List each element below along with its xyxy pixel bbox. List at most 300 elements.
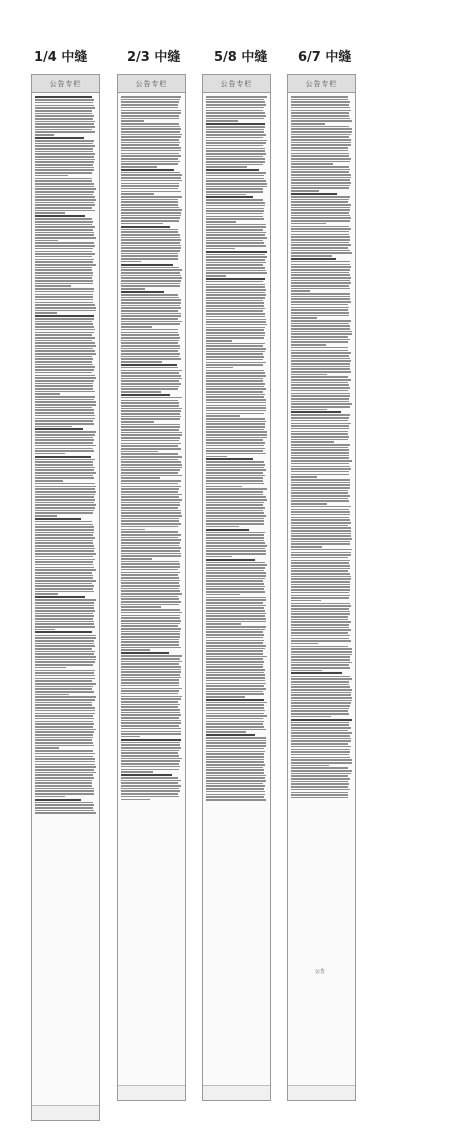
text-line	[291, 212, 349, 214]
text-line	[35, 353, 96, 355]
text-line	[35, 688, 92, 690]
text-line	[206, 367, 233, 369]
text-line	[121, 421, 154, 423]
text-line	[121, 123, 179, 125]
text-line	[291, 554, 351, 556]
text-line	[206, 205, 265, 207]
text-line	[291, 514, 350, 516]
text-line	[35, 602, 94, 604]
text-line	[206, 548, 265, 550]
text-line	[121, 107, 178, 109]
text-line	[121, 704, 180, 706]
text-line	[121, 722, 181, 724]
text-line	[291, 403, 352, 405]
text-line	[35, 256, 92, 258]
text-line	[291, 749, 350, 751]
text-line	[206, 707, 264, 709]
text-line	[121, 451, 158, 453]
text-line	[291, 352, 351, 354]
text-line	[35, 782, 92, 784]
text-line	[121, 367, 178, 369]
text-line	[206, 742, 266, 744]
text-line	[121, 709, 180, 711]
text-line	[35, 790, 94, 792]
text-line	[206, 532, 265, 534]
text-line	[121, 305, 180, 307]
text-line	[291, 447, 348, 449]
text-line	[291, 471, 349, 473]
text-line	[291, 366, 350, 368]
text-line	[121, 612, 182, 614]
text-line	[206, 353, 263, 355]
text-line	[206, 216, 263, 218]
text-line	[291, 220, 350, 222]
text-line	[206, 126, 265, 128]
text-line	[35, 207, 92, 209]
text-line	[291, 656, 350, 658]
text-line	[291, 664, 349, 666]
text-line	[206, 142, 266, 144]
text-line	[121, 590, 180, 592]
text-line	[206, 480, 263, 482]
text-line	[35, 178, 92, 180]
text-line	[291, 174, 351, 176]
text-line	[121, 661, 182, 663]
text-line	[121, 275, 181, 277]
text-line	[35, 491, 96, 493]
text-line	[121, 288, 145, 290]
text-line	[291, 166, 349, 168]
text-line	[206, 158, 265, 160]
text-line	[206, 648, 265, 650]
text-line	[206, 688, 266, 690]
text-line	[121, 641, 179, 643]
text-line	[121, 623, 180, 625]
text-line	[121, 155, 181, 157]
column-footer	[32, 1105, 99, 1120]
text-line	[121, 342, 178, 344]
text-line	[206, 753, 264, 755]
text-line	[206, 294, 266, 296]
text-line	[35, 437, 93, 439]
text-line	[121, 128, 181, 130]
text-line	[121, 226, 170, 228]
text-line	[121, 261, 141, 263]
text-line	[121, 150, 181, 152]
text-line	[206, 378, 263, 380]
text-line	[291, 163, 333, 165]
text-line	[121, 172, 180, 174]
text-line	[35, 280, 93, 282]
text-line	[35, 532, 94, 534]
column-text-block	[118, 93, 185, 803]
text-line	[206, 542, 265, 544]
text-line	[35, 226, 95, 228]
text-line	[206, 166, 247, 168]
text-line	[35, 137, 84, 139]
text-line	[206, 710, 265, 712]
text-line	[206, 669, 265, 671]
text-line	[35, 409, 94, 411]
text-line	[291, 110, 351, 112]
text-line	[121, 796, 179, 798]
text-line	[291, 379, 351, 381]
text-line	[291, 177, 351, 179]
text-line	[206, 499, 267, 501]
text-line	[121, 771, 153, 773]
text-line	[291, 449, 349, 451]
text-line	[206, 637, 263, 639]
text-line	[206, 453, 266, 455]
text-line	[121, 443, 181, 445]
text-line	[206, 262, 266, 264]
text-line	[206, 567, 265, 569]
text-line	[35, 788, 94, 790]
text-line	[35, 585, 94, 587]
text-line	[291, 778, 350, 780]
text-line	[206, 278, 265, 280]
text-line	[121, 685, 179, 687]
text-line	[206, 629, 265, 631]
text-line	[35, 107, 95, 109]
text-line	[206, 110, 263, 112]
text-line	[206, 221, 236, 223]
text-line	[206, 210, 264, 212]
text-line	[206, 137, 263, 139]
text-line	[291, 538, 352, 540]
text-line	[121, 725, 179, 727]
text-line	[206, 286, 265, 288]
text-line	[206, 713, 264, 715]
text-line	[206, 131, 264, 133]
text-line	[206, 145, 263, 147]
text-line	[35, 593, 58, 595]
text-line	[291, 705, 350, 707]
text-line	[35, 605, 94, 607]
text-line	[291, 298, 350, 300]
text-line	[121, 510, 181, 512]
text-line	[121, 180, 182, 182]
text-line	[291, 347, 348, 349]
text-line	[121, 426, 180, 428]
text-line	[206, 180, 266, 182]
text-line	[206, 362, 266, 364]
text-line	[291, 196, 350, 198]
text-line	[291, 155, 349, 157]
text-line	[35, 377, 96, 379]
text-line	[291, 147, 348, 149]
text-line	[291, 576, 351, 578]
text-line	[121, 416, 181, 418]
text-line	[291, 323, 349, 325]
text-line	[206, 461, 264, 463]
text-line	[206, 621, 266, 623]
text-line	[121, 593, 182, 595]
text-line	[206, 310, 263, 312]
text-line	[35, 559, 95, 561]
text-line	[206, 796, 264, 798]
text-line	[121, 747, 181, 749]
text-line	[35, 629, 55, 631]
text-line	[121, 115, 179, 117]
text-line	[291, 390, 348, 392]
text-line	[35, 651, 95, 653]
text-line	[35, 456, 91, 458]
text-line	[206, 213, 263, 215]
text-line	[206, 559, 255, 561]
text-line	[121, 480, 181, 482]
text-line	[291, 775, 348, 777]
text-line	[35, 504, 96, 506]
text-line	[121, 631, 180, 633]
text-line	[291, 676, 350, 678]
text-line	[206, 602, 263, 604]
text-line	[35, 670, 95, 672]
text-line	[206, 729, 266, 731]
text-line	[35, 556, 93, 558]
text-line	[121, 405, 179, 407]
text-line	[291, 581, 350, 583]
text-line	[35, 385, 93, 387]
text-line	[206, 469, 266, 471]
text-line	[121, 577, 179, 579]
text-line	[121, 504, 180, 506]
text-line	[35, 113, 92, 115]
text-line	[35, 469, 94, 471]
text-line	[206, 718, 263, 720]
text-line	[121, 267, 179, 269]
text-line	[291, 713, 349, 715]
text-line	[291, 789, 350, 791]
text-line	[206, 685, 264, 687]
text-line	[35, 653, 94, 655]
text-line	[35, 537, 95, 539]
text-line	[291, 525, 348, 527]
text-line	[35, 599, 96, 601]
text-line	[291, 277, 351, 279]
text-line	[35, 664, 93, 666]
text-line	[35, 291, 94, 293]
text-line	[206, 272, 267, 274]
text-line	[35, 572, 92, 574]
text-line	[121, 424, 180, 426]
text-line	[291, 694, 351, 696]
text-line	[121, 237, 180, 239]
text-line	[121, 793, 178, 795]
text-line	[206, 520, 264, 522]
text-line	[206, 642, 263, 644]
text-line	[206, 275, 226, 277]
text-line	[206, 666, 263, 668]
text-line	[206, 775, 266, 777]
text-line	[35, 515, 57, 517]
text-line	[121, 112, 181, 114]
text-line	[35, 702, 92, 704]
text-line	[35, 739, 92, 741]
text-line	[206, 723, 263, 725]
text-line	[35, 745, 94, 747]
text-line	[35, 750, 93, 752]
column-header: 公告专栏	[203, 75, 270, 93]
text-line	[291, 689, 352, 691]
text-line	[35, 412, 94, 414]
text-line	[35, 372, 92, 374]
column-title-1: 1/4 中缝	[34, 50, 88, 65]
text-line	[35, 626, 95, 628]
text-line	[206, 375, 266, 377]
text-line	[35, 518, 81, 520]
text-line	[35, 699, 95, 701]
text-line	[35, 793, 94, 795]
text-line	[291, 552, 351, 554]
text-line	[291, 794, 348, 796]
text-line	[121, 302, 181, 304]
text-line	[291, 439, 348, 441]
text-line	[121, 432, 182, 434]
text-line	[291, 247, 348, 249]
text-line	[206, 504, 263, 506]
text-line	[35, 742, 93, 744]
text-line	[291, 288, 350, 290]
text-line	[206, 327, 265, 329]
text-line	[35, 418, 95, 420]
text-line	[206, 134, 266, 136]
text-line	[35, 296, 93, 298]
text-line	[121, 758, 182, 760]
text-line	[206, 518, 264, 520]
text-line	[291, 613, 350, 615]
text-line	[121, 453, 178, 455]
text-line	[206, 761, 264, 763]
text-line	[291, 757, 350, 759]
text-line	[35, 102, 93, 104]
text-line	[35, 529, 94, 531]
text-line	[121, 272, 180, 274]
text-line	[35, 723, 94, 725]
text-line	[35, 442, 93, 444]
text-line	[121, 448, 181, 450]
text-line	[291, 384, 349, 386]
text-line	[291, 549, 352, 551]
text-line	[121, 488, 179, 490]
text-line	[35, 569, 96, 571]
text-line	[121, 329, 178, 331]
text-line	[121, 585, 180, 587]
text-line	[121, 669, 181, 671]
text-line	[291, 126, 349, 128]
text-line	[121, 777, 178, 779]
text-line	[35, 796, 65, 798]
text-line	[291, 678, 352, 680]
text-line	[35, 737, 93, 739]
text-line	[121, 242, 180, 244]
text-line	[206, 734, 255, 736]
text-line	[206, 578, 265, 580]
text-line	[121, 212, 181, 214]
text-line	[121, 553, 181, 555]
text-line	[121, 147, 181, 149]
text-line	[121, 247, 181, 249]
text-line	[121, 285, 180, 287]
text-line	[291, 136, 349, 138]
text-line	[291, 199, 349, 201]
text-line	[35, 575, 93, 577]
text-line	[291, 468, 351, 470]
text-line	[206, 308, 265, 310]
text-line	[121, 199, 178, 201]
text-line	[291, 573, 350, 575]
text-line	[291, 228, 351, 230]
text-line	[206, 545, 267, 547]
text-line	[206, 583, 264, 585]
text-line	[291, 231, 349, 233]
text-line	[206, 450, 263, 452]
column-header: 公告专栏	[32, 75, 99, 93]
text-line	[121, 250, 180, 252]
text-line	[121, 402, 179, 404]
text-line	[291, 700, 352, 702]
text-line	[206, 477, 263, 479]
text-line	[35, 477, 94, 479]
text-line	[35, 186, 94, 188]
text-line	[35, 613, 93, 615]
text-line	[206, 572, 266, 574]
text-line	[35, 464, 93, 466]
text-line	[291, 406, 350, 408]
text-line	[206, 335, 265, 337]
text-line	[206, 423, 265, 425]
text-line	[291, 395, 350, 397]
text-line	[206, 677, 265, 679]
text-line	[291, 754, 349, 756]
text-line	[291, 759, 352, 761]
text-line	[121, 223, 163, 225]
text-line	[121, 788, 179, 790]
text-line	[35, 164, 93, 166]
text-line	[121, 104, 178, 106]
text-line	[291, 646, 348, 648]
text-line	[121, 736, 140, 738]
text-line	[206, 586, 265, 588]
text-line	[291, 393, 350, 395]
text-line	[35, 747, 59, 749]
text-line	[121, 177, 181, 179]
text-line	[35, 694, 69, 696]
text-line	[206, 396, 264, 398]
text-line	[291, 161, 350, 163]
text-line	[35, 802, 93, 804]
text-line	[291, 193, 337, 195]
text-line	[206, 594, 240, 596]
text-line	[35, 596, 85, 598]
column-text-block	[288, 93, 355, 802]
text-line	[35, 785, 92, 787]
text-line	[291, 282, 351, 284]
text-line	[35, 648, 92, 650]
text-line	[206, 704, 264, 706]
text-line	[35, 237, 96, 239]
text-line	[35, 315, 94, 317]
text-line	[35, 140, 94, 142]
text-line	[121, 763, 179, 765]
text-line	[291, 492, 348, 494]
text-line	[206, 259, 265, 261]
text-line	[35, 561, 93, 563]
text-line	[291, 444, 350, 446]
text-line	[121, 299, 181, 301]
text-line	[35, 761, 95, 763]
text-line	[35, 326, 94, 328]
